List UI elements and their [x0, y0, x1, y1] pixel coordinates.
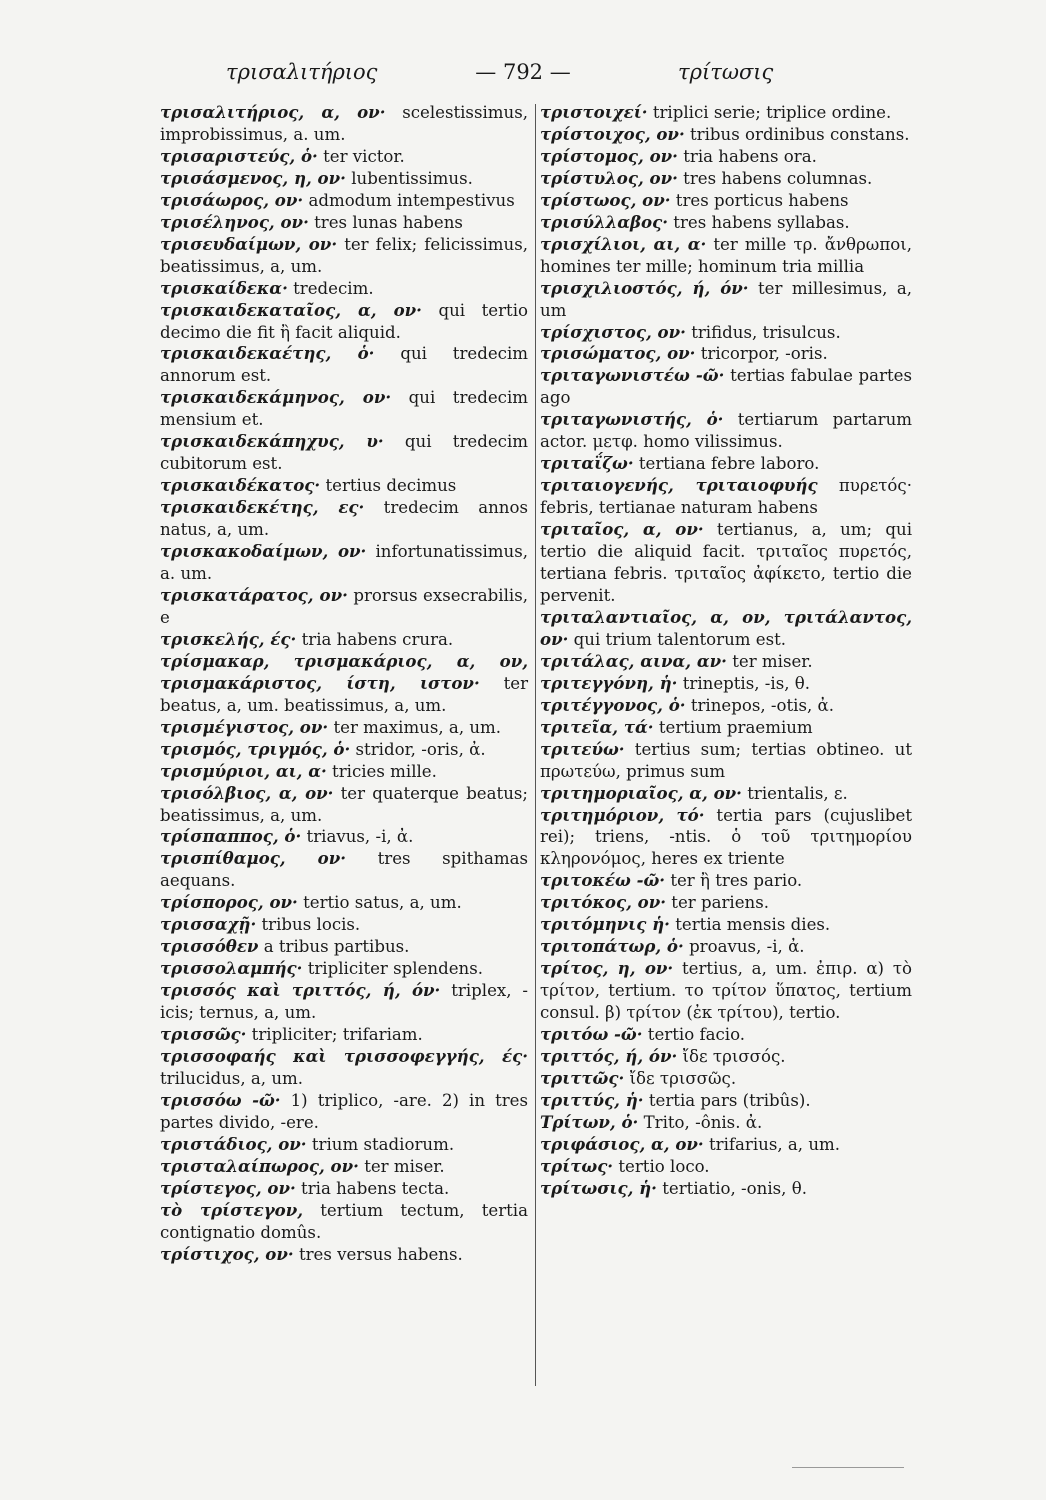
- entry-definition: a tribus partibus.: [263, 937, 410, 957]
- entry-headword: τρίτως·: [540, 1155, 614, 1176]
- entry-headword: τριτόμηνις ἡ·: [540, 914, 670, 935]
- left-column: [160, 102, 528, 1392]
- dictionary-entry: [540, 322, 912, 344]
- entry-definition: tres versus habens.: [298, 1244, 463, 1264]
- dictionary-entry: [540, 278, 912, 322]
- entry-headword: τρισχίλιοι, αι, α·: [540, 233, 707, 254]
- dictionary-entry: [160, 190, 528, 212]
- entry-headword: τὸ τρίστεγον,: [160, 1199, 304, 1220]
- entry-definition: tertio satus, a, um.: [303, 893, 462, 913]
- page-number: — 792 —: [475, 60, 571, 84]
- entry-definition: trifidus, trisulcus.: [691, 322, 841, 342]
- entry-definition: tertius decimus: [325, 476, 457, 496]
- entry-headword: τριτοπάτωρ, ὁ·: [540, 936, 684, 957]
- dictionary-entry: [540, 673, 912, 695]
- entry-headword: τριτέγγονος, ὁ·: [540, 694, 686, 715]
- entry-definition: tertiana febre laboro.: [638, 454, 820, 474]
- entry-definition: infortunatissimus, a. um.: [160, 542, 529, 584]
- entry-definition: tres habens syllabas.: [673, 212, 850, 232]
- dictionary-entry: [540, 695, 912, 717]
- entry-definition: qui trium talentorum est.: [573, 629, 787, 649]
- dictionary-entry: [540, 892, 912, 914]
- entry-headword: τρισσῶς·: [160, 1024, 247, 1045]
- dictionary-entry: [160, 761, 528, 783]
- entry-headword: τρισέληνος, ον·: [160, 211, 309, 232]
- entry-definition: lubentissimus.: [351, 168, 473, 188]
- entry-headword: τρισκαιδεκάπηχυς, υ·: [160, 431, 384, 452]
- entry-definition: 1) triplico, -are. 2) in tres partes divido, -ere.: [160, 1090, 529, 1132]
- entry-headword: τρίσχιστος, ον·: [540, 321, 686, 342]
- entry-definition: trineptis, -is, θ.: [682, 673, 811, 693]
- entry-definition: triplex, -icis; ternus, a, um.: [160, 981, 529, 1023]
- dictionary-entry: [160, 146, 528, 168]
- entry-definition: ter miser.: [732, 651, 813, 671]
- dictionary-entry: [540, 146, 912, 168]
- entry-headword: τριταιογενής, τριταιοφυής: [540, 475, 818, 496]
- entry-headword: τριτημόριον, τό·: [540, 804, 705, 825]
- entry-definition: tria habens tecta.: [301, 1178, 450, 1198]
- dictionary-entry: [160, 892, 528, 914]
- entry-headword: τρισώματος, ον·: [540, 343, 696, 364]
- entry-headword: τριτεύω·: [540, 738, 625, 759]
- entry-headword: τρίστωος, ον·: [540, 189, 671, 210]
- entry-headword: τρισκαιδεκέτης, ες·: [160, 497, 365, 518]
- entry-definition: trientalis, ε.: [747, 783, 848, 803]
- entry-headword: τρισκαιδεκαέτης, ὁ·: [160, 343, 375, 364]
- entry-headword: τρισευδαίμων, ον·: [160, 233, 338, 254]
- entry-definition: tres spithamas aequans.: [160, 849, 528, 891]
- dictionary-entry: [540, 519, 912, 607]
- header-left-guideword: τρισαλιτήριος: [226, 60, 378, 84]
- entry-headword: τρίτος, η, ον·: [540, 958, 674, 979]
- entry-definition: triavus, -i, ἀ.: [306, 827, 414, 847]
- entry-headword: τριφάσιος, α, ον·: [540, 1133, 704, 1154]
- entry-headword: τρισάωρος, ον·: [160, 189, 304, 210]
- entry-definition: ter felix; felicissimus, beatissimus, a, um.: [160, 234, 528, 276]
- entry-definition: tripliciter splendens.: [307, 959, 484, 979]
- dictionary-entry: [540, 783, 912, 805]
- dictionary-entry: [540, 1112, 912, 1134]
- entry-definition: tertiarum partarum actor. μετφ. homo vilissimus.: [540, 410, 912, 452]
- entry-definition: trinepos, -otis, ἀ.: [690, 695, 835, 715]
- entry-definition: proavus, -i, ἀ.: [689, 937, 805, 957]
- entry-headword: τρίστοιχος, ον·: [540, 123, 685, 144]
- entry-definition: πυρετός· febris, tertianae naturam habens: [540, 476, 912, 518]
- entry-definition: tripliciter; trifariam.: [251, 1025, 423, 1045]
- dictionary-entry: [540, 651, 912, 673]
- dictionary-entry: [540, 914, 912, 936]
- entry-headword: τρίστεγος, ον·: [160, 1177, 296, 1198]
- entry-definition: tertius, a, um. ἐπιρ. α) τὸ τρίτον, tertium. το τρίτον ὕπατος, tertium consul. β) τρίτον (ἐκ τρίτου), tertio.: [540, 959, 912, 1023]
- entry-headword: τρισκακοδαίμων, ον·: [160, 541, 367, 562]
- dictionary-entry: [160, 1244, 528, 1266]
- entry-headword: τρισμέγιστος, ον·: [160, 716, 329, 737]
- dictionary-entry: [160, 343, 528, 387]
- entry-headword: τρισσόω -ῶ·: [160, 1089, 281, 1110]
- entry-headword: τριταΐζω·: [540, 453, 634, 474]
- dictionary-entry: [160, 1134, 528, 1156]
- entry-headword: τρισκελής, ές·: [160, 628, 297, 649]
- dictionary-entry: [540, 234, 912, 278]
- entry-definition: ter millesimus, a, um: [540, 278, 912, 320]
- dictionary-entry: [160, 234, 528, 278]
- entry-definition: tricorpor, -oris.: [700, 344, 828, 364]
- dictionary-entry: [540, 343, 912, 365]
- right-column: [540, 102, 912, 1392]
- dictionary-entry: [160, 475, 528, 497]
- entry-headword: τρίστιχος, ον·: [160, 1243, 294, 1264]
- entry-definition: tertius sum; tertias obtineo. ut πρωτεύω, primus sum: [540, 739, 912, 781]
- entry-headword: τρισόλβιος, α, ον·: [160, 782, 334, 803]
- dictionary-entry: [160, 739, 528, 761]
- entry-headword: τρισκαίδεκα·: [160, 277, 288, 298]
- entry-headword: τριττῶς·: [540, 1067, 625, 1088]
- dictionary-entry: [540, 1156, 912, 1178]
- entry-headword: τρισταλαίπωρος, ον·: [160, 1155, 359, 1176]
- dictionary-entry: [160, 1156, 528, 1178]
- dictionary-entry: [540, 168, 912, 190]
- entry-headword: τρισσαχῇ·: [160, 914, 257, 935]
- dictionary-entry: [160, 212, 528, 234]
- dictionary-entry: [540, 870, 912, 892]
- dictionary-entry: [160, 431, 528, 475]
- entry-definition: tribus ordinibus constans.: [690, 124, 910, 144]
- dictionary-entry: [540, 1090, 912, 1112]
- page-header: [0, 58, 1046, 94]
- entry-definition: Trito, -ônis. ἀ.: [643, 1112, 763, 1132]
- entry-definition: scelestissimus, improbissimus, a. um.: [160, 103, 528, 144]
- dictionary-entry: [160, 936, 528, 958]
- entry-definition: qui tredecim cubitorum est.: [160, 432, 528, 474]
- footer-rule: [792, 1467, 904, 1468]
- entry-headword: τρισκαιδεκαταῖος, α, ον·: [160, 299, 422, 320]
- entry-headword: τρισμός, τριγμός, ὁ·: [160, 738, 351, 759]
- entry-headword: τριττός, ή, όν·: [540, 1045, 678, 1066]
- entry-definition: ter mille τρ. ἄνθρωποι, homines ter mille; hominum tria millia: [540, 234, 912, 276]
- entry-headword: τρισσός καὶ τριττός, ή, όν·: [160, 980, 441, 1001]
- dictionary-entry: [540, 409, 912, 453]
- dictionary-entry: [160, 300, 528, 344]
- dictionary-entry: [160, 1090, 528, 1134]
- dictionary-entry: [540, 1024, 912, 1046]
- dictionary-entry: [540, 102, 912, 124]
- entry-definition: qui tredecim mensium et.: [160, 388, 528, 430]
- entry-headword: τριτόω -ῶ·: [540, 1024, 643, 1045]
- entry-definition: tertia pars (cujuslibet rei); triens, -ntis. ὁ τοῦ τριτημορίου κληρονόμος, heres ex triente: [540, 805, 912, 869]
- dictionary-entry: [160, 278, 528, 300]
- entry-headword: τριττύς, ἡ·: [540, 1089, 644, 1110]
- entry-headword: τρισμύριοι, αι, α·: [160, 760, 327, 781]
- entry-definition: ter ἢ tres pario.: [670, 871, 803, 891]
- dictionary-entry: [540, 1134, 912, 1156]
- entry-headword: τρισκαιδεκάμηνος, ον·: [160, 387, 392, 408]
- entry-definition: tres porticus habens: [675, 190, 849, 210]
- entry-headword: τριστάδιος, ον·: [160, 1133, 307, 1154]
- entry-headword: τρισκατάρατος, ον·: [160, 584, 348, 605]
- dictionary-entry: [160, 168, 528, 190]
- entry-headword: τριταῖος, α, ον·: [540, 519, 704, 540]
- entry-headword: τρίστομος, ον·: [540, 145, 678, 166]
- entry-headword: τρισαλιτήριος, α, ον·: [160, 102, 386, 122]
- entry-definition: ἴδε τρισσός.: [682, 1046, 786, 1066]
- entry-definition: tres habens columnas.: [683, 168, 873, 188]
- entry-headword: τριτεῖα, τά·: [540, 716, 654, 737]
- entry-definition: triplici serie; triplice ordine.: [652, 103, 892, 122]
- entry-headword: Τρίτων, ὁ·: [540, 1111, 639, 1132]
- entry-definition: tertiatio, -onis, θ.: [662, 1178, 807, 1198]
- dictionary-entry: [540, 805, 912, 871]
- dictionary-entry: [540, 717, 912, 739]
- dictionary-entry: [160, 1178, 528, 1200]
- entry-definition: tredecim annos natus, a, um.: [160, 498, 528, 540]
- entry-definition: qui tertio decimo die fit ἢ facit aliquid.: [160, 300, 528, 342]
- entry-definition: tertia mensis dies.: [675, 915, 831, 935]
- dictionary-entry: [160, 629, 528, 651]
- dictionary-entry: [160, 497, 528, 541]
- entry-definition: admodum intempestivus: [308, 190, 515, 210]
- dictionary-entry: [160, 585, 528, 629]
- dictionary-entry: [540, 1068, 912, 1090]
- entry-definition: tertio facio.: [647, 1025, 746, 1045]
- entry-headword: τρίσπορος, ον·: [160, 892, 298, 913]
- dictionary-entry: [160, 717, 528, 739]
- dictionary-entry: [160, 387, 528, 431]
- dictionary-entry: [160, 980, 528, 1024]
- entry-definition: tertianus, a, um; qui tertio die aliquid facit. τριταῖος πυρετός, tertiana febris. τριταῖος ἀφίκετο, tertio die pervenit.: [540, 520, 912, 605]
- entry-definition: tria habens crura.: [301, 629, 454, 649]
- entry-definition: tribus locis.: [261, 915, 361, 935]
- entry-headword: τριτόκος, ον·: [540, 892, 666, 913]
- entry-definition: ἴδε τρισσῶς.: [629, 1068, 737, 1088]
- entry-definition: tertium tectum, tertia contignatio domûs.: [160, 1200, 528, 1242]
- dictionary-entry: [160, 826, 528, 848]
- header-right-guideword: τρίτωσις: [678, 60, 774, 84]
- dictionary-entry: [540, 475, 912, 519]
- dictionary-entry: [540, 453, 912, 475]
- dictionary-entry: [160, 848, 528, 892]
- dictionary-entry: [160, 958, 528, 980]
- entry-headword: τρισάσμενος, η, ον·: [160, 167, 346, 188]
- entry-definition: ter victor.: [323, 146, 405, 166]
- entry-headword: τρισσοφαής καὶ τρισσοφεγγής, ές·: [160, 1045, 528, 1066]
- entry-headword: τρισύλλαβος·: [540, 211, 668, 232]
- entry-headword: τρισπίθαμος, ον·: [160, 848, 347, 869]
- entry-headword: τριταλαντιαῖος, α, ον, τριτάλαντος, ον·: [540, 606, 912, 649]
- entry-headword: τρίστυλος, ον·: [540, 167, 678, 188]
- entry-definition: tertium praemium: [658, 717, 813, 737]
- entry-definition: tria habens ora.: [683, 146, 817, 166]
- entry-headword: τρισσόθεν: [160, 936, 259, 957]
- dictionary-entry: [160, 541, 528, 585]
- entry-definition: ter pariens.: [671, 893, 770, 913]
- entry-definition: tres lunas habens: [314, 212, 463, 232]
- entry-definition: tertia pars (tribûs).: [648, 1090, 811, 1110]
- entry-definition: trifarius, a, um.: [708, 1134, 841, 1154]
- dictionary-entry: [160, 651, 528, 717]
- entry-definition: ter maximus, a, um.: [333, 717, 502, 737]
- dictionary-entry: [540, 1046, 912, 1068]
- entry-definition: tertias fabulae partes ago: [540, 366, 913, 408]
- dictionary-entry: [160, 1200, 528, 1244]
- entry-headword: τρισσολαμπής·: [160, 958, 303, 979]
- entry-headword: τρισχιλιοστός, ή, όν·: [540, 277, 749, 298]
- dictionary-entry: [160, 1024, 528, 1046]
- entry-headword: τριτημοριαῖος, α, ον·: [540, 782, 742, 803]
- entry-definition: ter miser.: [364, 1156, 445, 1176]
- dictionary-entry: [540, 124, 912, 146]
- entry-headword: τρίσπαππος, ὁ·: [160, 826, 302, 847]
- entry-definition: trilucidus, a, um.: [160, 1068, 304, 1088]
- dictionary-entry: [540, 365, 912, 409]
- column-divider: [535, 104, 536, 1386]
- entry-headword: τριστοιχεί·: [540, 102, 648, 122]
- entry-headword: τριταγωνιστέω -ῶ·: [540, 365, 725, 386]
- entry-headword: τρίτωσις, ἡ·: [540, 1177, 657, 1198]
- entry-headword: τριταγωνιστής, ὁ·: [540, 409, 724, 430]
- entry-headword: τρίσμακαρ, τρισμακάριος, α, ον, τρισμακάριστος, ίστη, ιστον·: [160, 650, 528, 693]
- entry-definition: trium stadiorum.: [311, 1134, 455, 1154]
- dictionary-entry: [540, 936, 912, 958]
- entry-headword: τριτάλας, αινα, αν·: [540, 650, 727, 671]
- dictionary-entry: [160, 914, 528, 936]
- dictionary-entry: [160, 783, 528, 827]
- entry-definition: qui tredecim annorum est.: [160, 344, 528, 386]
- entry-headword: τριτοκέω -ῶ·: [540, 870, 666, 891]
- entry-headword: τριτεγγόνη, ἡ·: [540, 672, 678, 693]
- dictionary-entry: [540, 1178, 912, 1200]
- entry-definition: ter beatus, a, um. beatissimus, a, um.: [160, 673, 528, 715]
- entry-definition: tricies mille.: [332, 761, 437, 781]
- entry-definition: prorsus exsecrabilis, e: [160, 585, 528, 627]
- entry-headword: τρισκαιδέκατος·: [160, 475, 321, 496]
- entry-definition: tredecim.: [293, 278, 374, 298]
- dictionary-entry: [540, 607, 912, 651]
- dictionary-entry: [540, 958, 912, 1024]
- dictionary-entry: [540, 212, 912, 234]
- entry-definition: tertio loco.: [618, 1156, 710, 1176]
- dictionary-entry: [540, 190, 912, 212]
- entry-headword: τρισαριστεύς, ὁ·: [160, 145, 318, 166]
- dictionary-entry: [160, 102, 528, 146]
- entry-definition: ter quaterque beatus; beatissimus, a, um.: [160, 783, 528, 825]
- dictionary-entry: [540, 739, 912, 783]
- dictionary-entry: [160, 1046, 528, 1090]
- entry-definition: stridor, -oris, ἀ.: [355, 739, 486, 759]
